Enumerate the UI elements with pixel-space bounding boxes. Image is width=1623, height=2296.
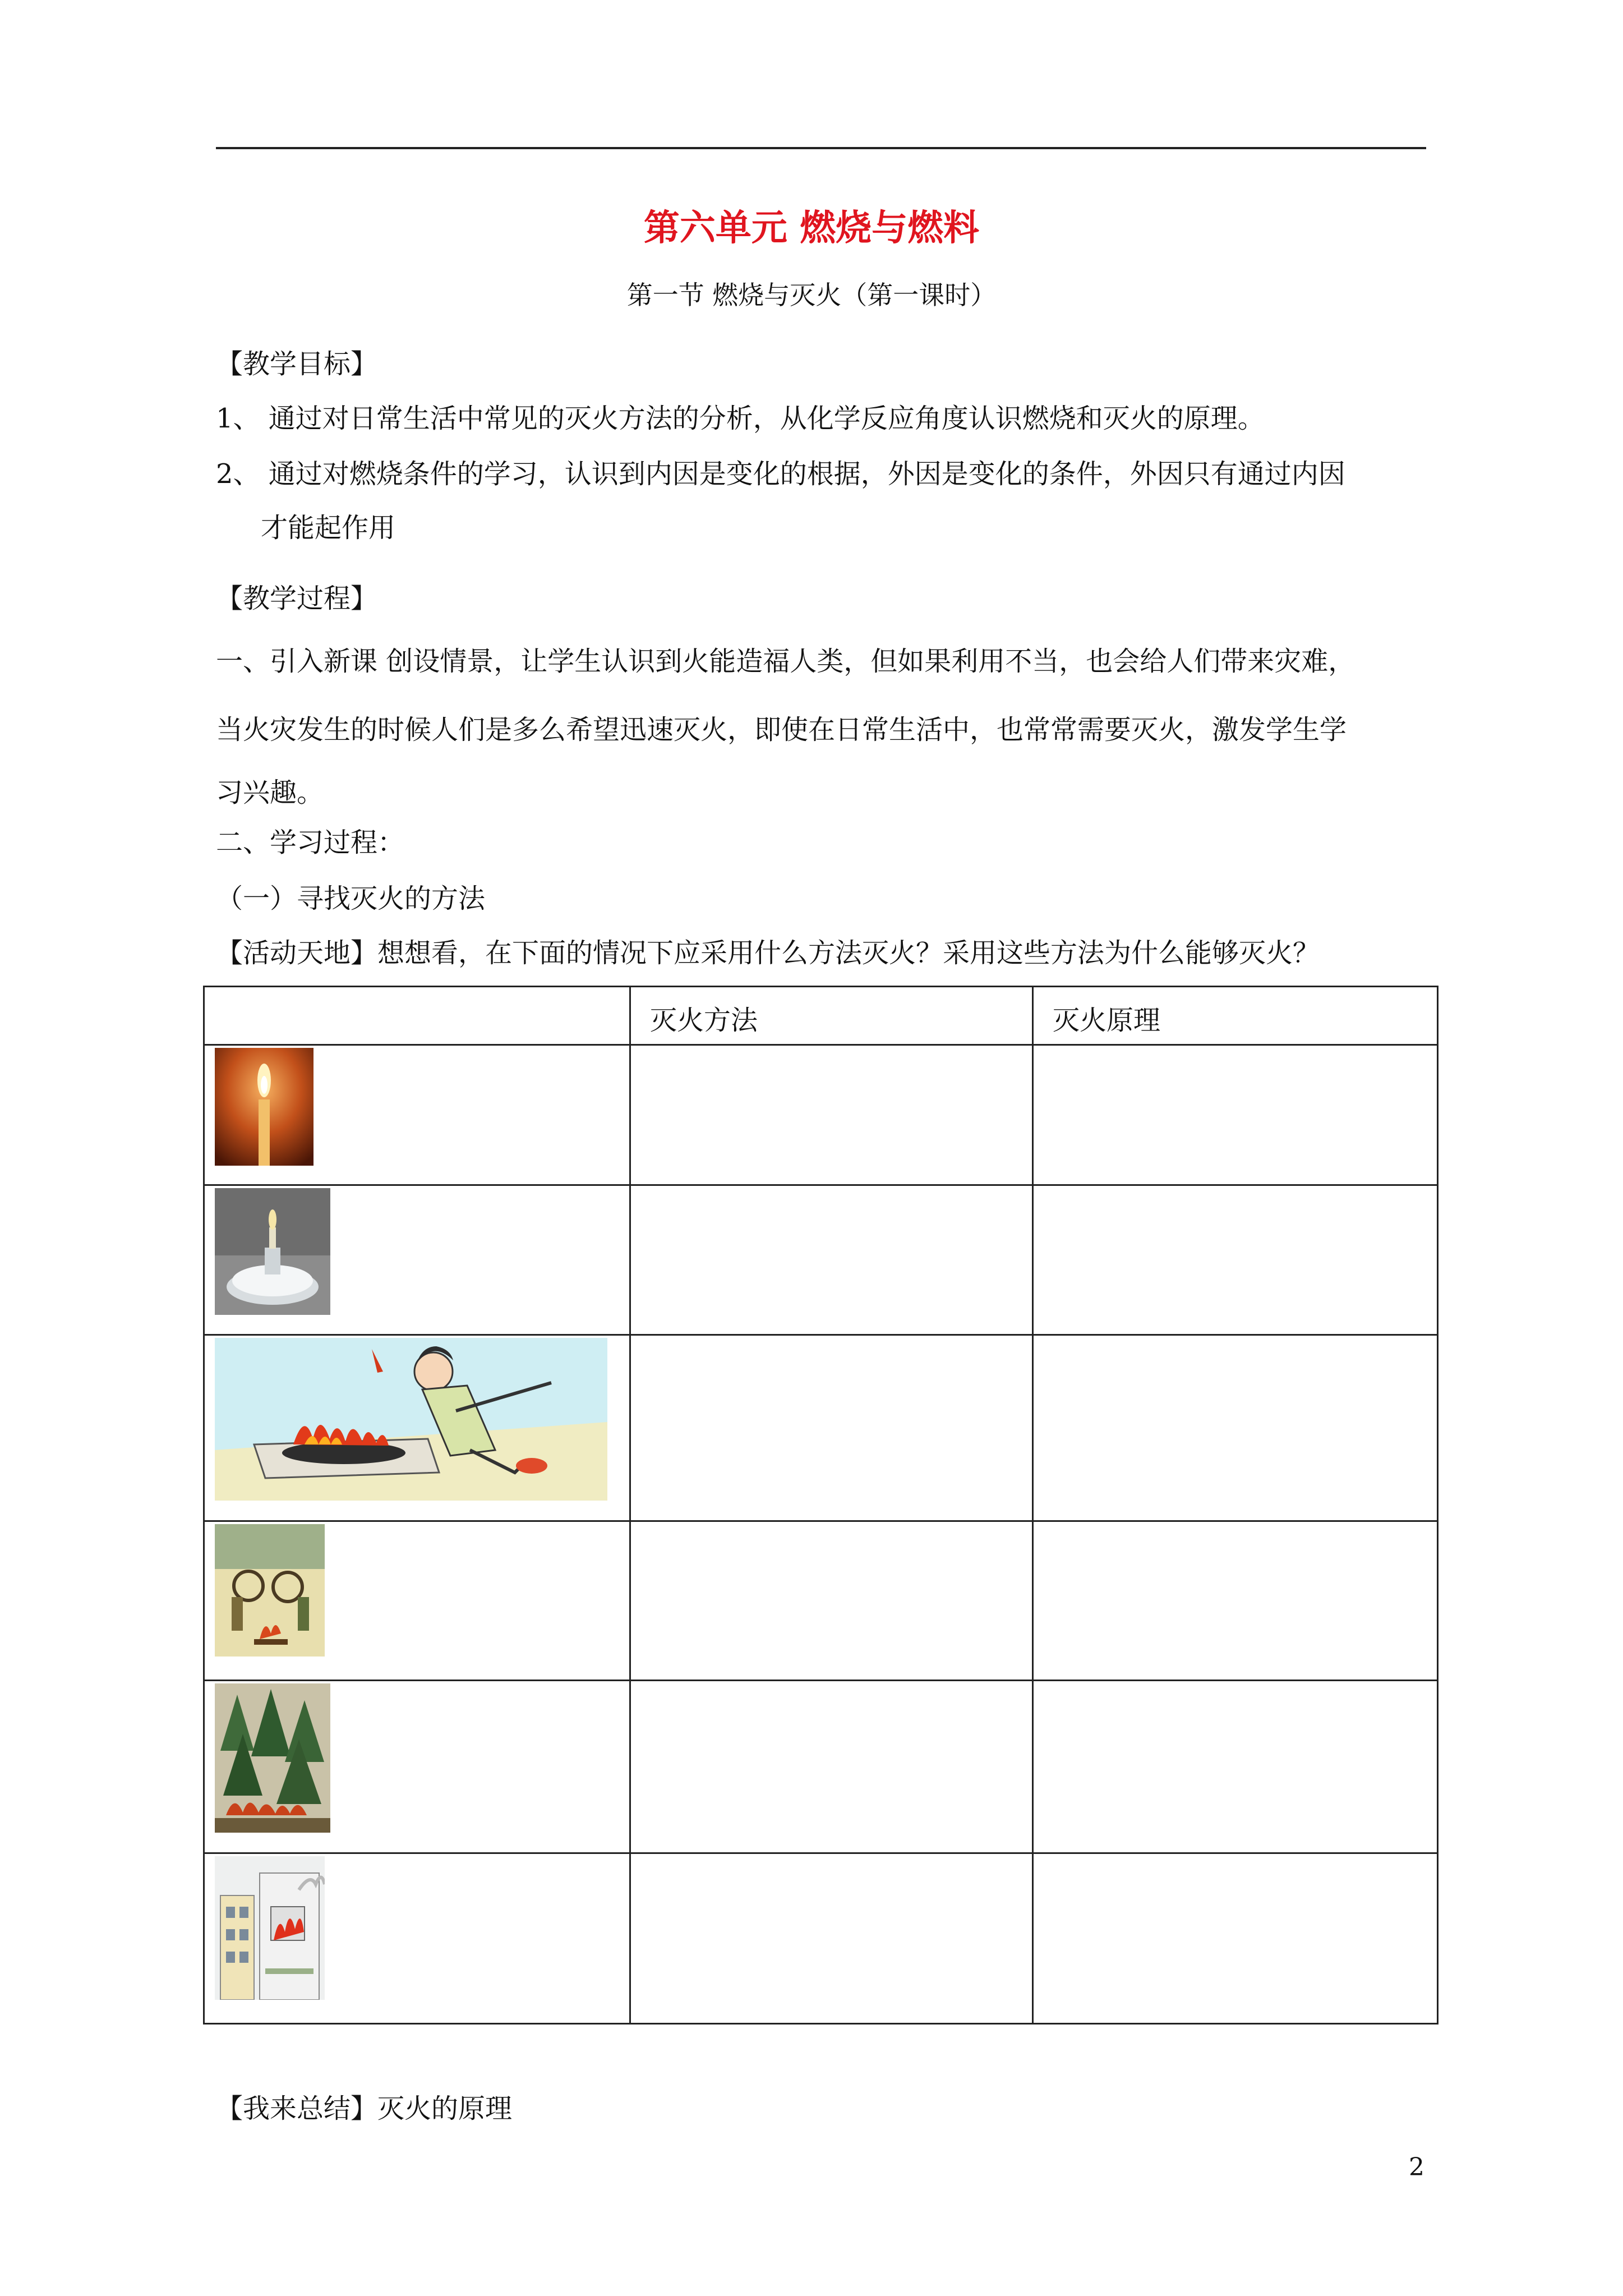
goals-heading: 【教学目标】	[216, 348, 378, 380]
table-image-cell	[204, 1853, 630, 2023]
summary-heading: 【我来总结】灭火的原理	[216, 2093, 513, 2124]
fire-extinguishing-table	[203, 986, 1438, 2024]
activity-prompt: 【活动天地】想想看，在下面的情况下应采用什么方法灭火？采用这些方法为什么能够灭火？	[216, 937, 1320, 969]
intro-line-2: 当火灾发生的时候人们是多么希望迅速灭火，即使在日常生活中，也常常需要灭火，激发学生学	[216, 714, 1347, 746]
table-image-cell	[204, 1045, 630, 1185]
table-image-cell	[204, 1185, 630, 1335]
table-image-cell	[204, 1681, 630, 1853]
principle-cell[interactable]	[1033, 1335, 1438, 1521]
method-cell[interactable]	[630, 1521, 1033, 1681]
table-header-cell	[204, 987, 630, 1045]
principle-cell[interactable]	[1033, 1521, 1438, 1681]
table-row	[204, 1045, 1438, 1185]
method-cell[interactable]	[630, 1853, 1033, 2023]
goal-item-2: 2、 通过对燃烧条件的学习，认识到内因是变化的根据，外因是变化的条件，外因只有通过内因	[216, 458, 1345, 490]
table-image-cell	[204, 1335, 630, 1521]
principle-cell[interactable]	[1033, 1853, 1438, 2023]
table-header-row	[204, 987, 1438, 1045]
table-row	[204, 1335, 1438, 1521]
intro-line-3: 习兴趣。	[216, 777, 324, 808]
principle-cell[interactable]	[1033, 1045, 1438, 1185]
page-number: 2	[1409, 2153, 1424, 2182]
table-header-cell: 灭火方法	[630, 987, 1033, 1045]
table-row	[204, 1681, 1438, 1853]
method-cell[interactable]	[630, 1185, 1033, 1335]
method-cell[interactable]	[630, 1045, 1033, 1185]
table-row	[204, 1185, 1438, 1335]
section-two-heading: 二、学习过程：	[216, 827, 405, 858]
lesson-subtitle: 第一节 燃烧与灭火（第一课时）	[626, 280, 997, 310]
unit-title: 第六单元 燃烧与燃料	[643, 208, 980, 249]
intro-line-1: 一、引入新课 创设情景，让学生认识到火能造福人类，但如果利用不当，也会给人们带来灾难，	[216, 646, 1355, 677]
table-image-cell	[204, 1521, 630, 1681]
method-cell[interactable]	[630, 1681, 1033, 1853]
campfire-image	[215, 1524, 325, 1657]
goal-item-2-continued: 才能起作用	[261, 512, 396, 544]
subsection-one-heading: （一）寻找灭火的方法	[216, 883, 486, 914]
candle-flame-image	[215, 1048, 313, 1166]
table-row	[204, 1521, 1438, 1681]
principle-cell[interactable]	[1033, 1185, 1438, 1335]
method-cell[interactable]	[630, 1335, 1033, 1521]
alcohol-lamp-image	[215, 1188, 330, 1315]
kitchen-pan-fire-image	[215, 1338, 607, 1501]
forest-fire-image	[215, 1683, 330, 1833]
table-header-cell: 灭火原理	[1033, 987, 1438, 1045]
process-heading: 【教学过程】	[216, 583, 378, 614]
header-rule	[216, 147, 1426, 149]
goal-item-1: 1、 通过对日常生活中常见的灭火方法的分析，从化学反应角度认识燃烧和灭火的原理。	[216, 403, 1265, 434]
building-fire-image	[215, 1856, 325, 2000]
principle-cell[interactable]	[1033, 1681, 1438, 1853]
table-row	[204, 1853, 1438, 2023]
